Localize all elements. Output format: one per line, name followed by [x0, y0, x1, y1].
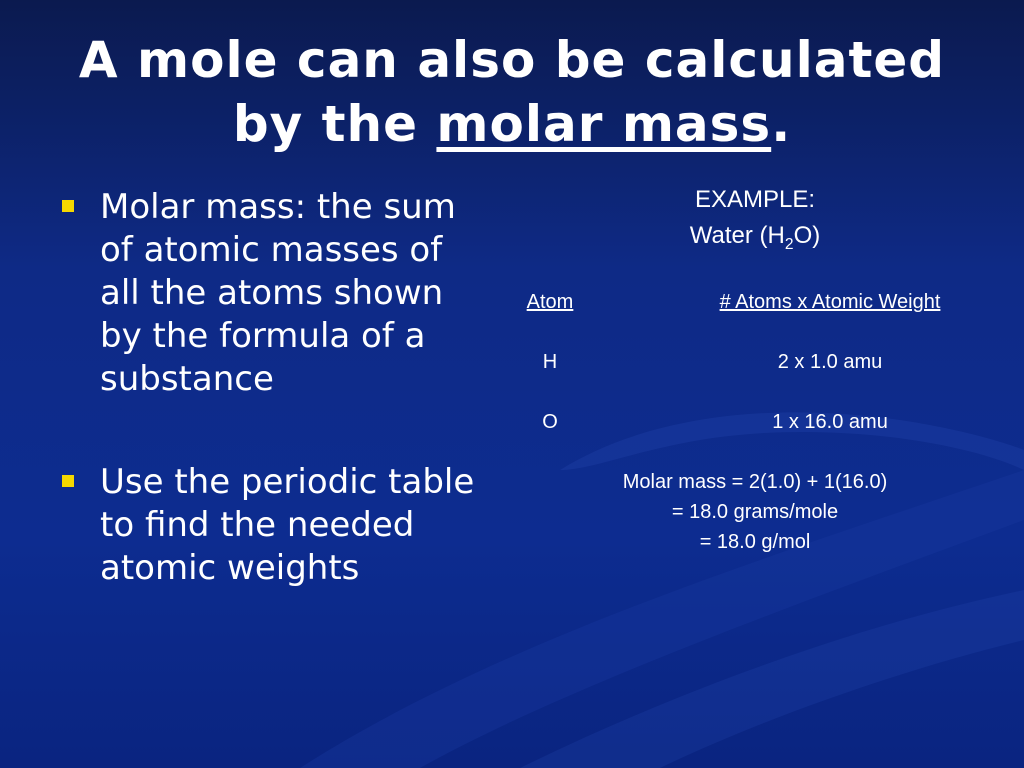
- title-line-2-prefix: by the: [232, 95, 437, 153]
- subject-subscript: 2: [784, 235, 794, 253]
- bullet-item: [62, 186, 492, 401]
- title-line-2-suffix: .: [771, 95, 792, 153]
- calc-line: = 18.0 grams/mole: [671, 500, 839, 523]
- slide-title: [40, 28, 984, 156]
- bullet-text: Use the periodic table to find the needed atomic weights: [100, 462, 475, 588]
- bullet-square-icon: [62, 475, 74, 487]
- table-row: [520, 347, 990, 377]
- example-header: [520, 182, 990, 263]
- calc-line: = 18.0 g/mol: [699, 530, 811, 553]
- bullet-item: [62, 461, 492, 590]
- weight-cell: 1 x 16.0 amu: [772, 410, 888, 433]
- title-line-2: [40, 92, 984, 156]
- example-subject: [520, 218, 990, 263]
- subject-prefix: Water (H: [689, 222, 785, 249]
- table-header-row: [520, 287, 990, 317]
- title-line-1: A mole can also be calculated: [78, 31, 946, 89]
- header-atoms-weight: # Atoms x Atomic Weight: [719, 290, 941, 313]
- example-heading: EXAMPLE:: [694, 186, 816, 213]
- calc-line: Molar mass = 2(1.0) + 1(16.0): [622, 470, 888, 493]
- weight-cell: 2 x 1.0 amu: [777, 350, 883, 373]
- bullet-list: [62, 186, 492, 650]
- title-molar-mass: molar mass: [436, 95, 772, 153]
- atom-cell: O: [542, 410, 558, 433]
- bullet-square-icon: [62, 200, 74, 212]
- example-panel: [520, 182, 990, 557]
- bullet-text: Molar mass: the sum of atomic masses of all the atoms shown by the formula of a substance: [100, 187, 456, 399]
- header-atom: Atom: [526, 290, 574, 313]
- subject-suffix: O): [793, 222, 821, 249]
- molar-mass-calculation: [520, 467, 990, 557]
- atom-cell: H: [542, 350, 558, 373]
- table-row: [520, 407, 990, 437]
